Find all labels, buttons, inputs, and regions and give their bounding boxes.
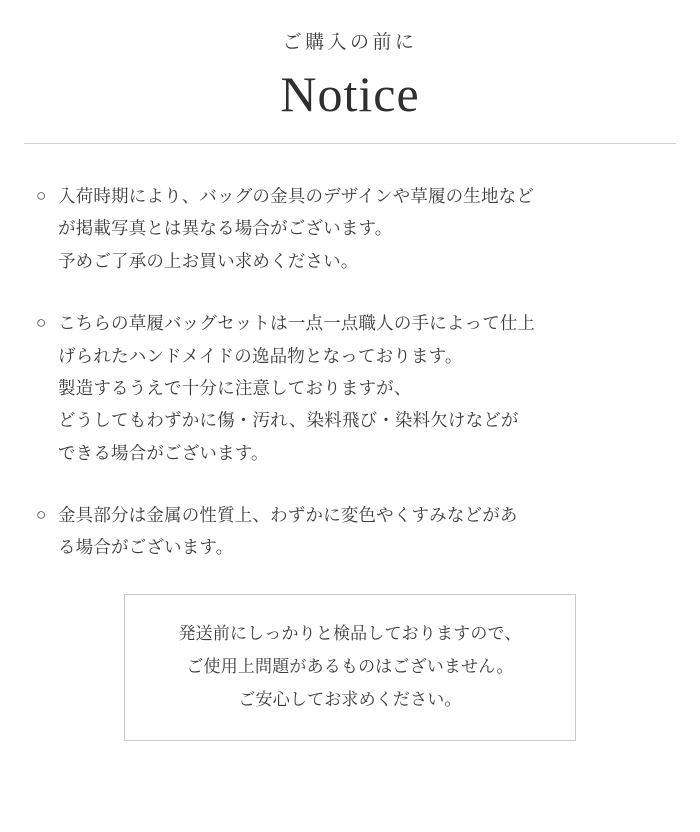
list-item	[36, 180, 664, 277]
text-line: どうしてもわずかに傷・汚れ、染料飛び・染料欠けなどが	[58, 410, 519, 431]
list-item-text	[58, 180, 664, 277]
list-item	[36, 307, 664, 469]
page-title: Notice	[280, 65, 420, 122]
page-header	[0, 0, 700, 125]
text-line: 金具部分は金属の性質上、わずかに変色やくすみなどがあ	[58, 505, 518, 526]
bullet-icon: ○	[36, 186, 47, 206]
assurance-callout	[124, 594, 576, 741]
callout-line: ご安心してお求めください。	[238, 690, 462, 710]
callout-container	[0, 594, 700, 741]
text-line: できる場合がございます。	[58, 442, 269, 463]
text-line: こちらの草履バッグセットは一点一点職人の手によって仕上	[58, 313, 536, 334]
header-subtitle: ご購入の前に	[282, 32, 418, 53]
list-item	[36, 499, 664, 564]
text-line: げられたハンドメイドの逸品物となっております。	[58, 345, 463, 366]
callout-line: ご使用上問題があるものはございません。	[186, 656, 514, 676]
text-line: る場合がございます。	[58, 537, 234, 558]
list-item-text	[58, 499, 664, 564]
bullet-icon: ○	[36, 313, 47, 333]
callout-line: 発送前にしっかりと検品しておりますので、	[178, 623, 522, 643]
text-line: 予めご了承の上お買い求めください。	[58, 250, 359, 271]
text-line: 入荷時期により、バッグの金具のデザインや草履の生地など	[58, 186, 534, 207]
list-item-text	[58, 307, 664, 469]
text-line: が掲載写真とは異なる場合がございます。	[58, 218, 393, 239]
text-line: 製造するうえで十分に注意しておりますが、	[58, 377, 412, 398]
bullet-icon: ○	[36, 505, 47, 525]
notice-list	[0, 180, 700, 564]
header-divider	[24, 143, 676, 144]
